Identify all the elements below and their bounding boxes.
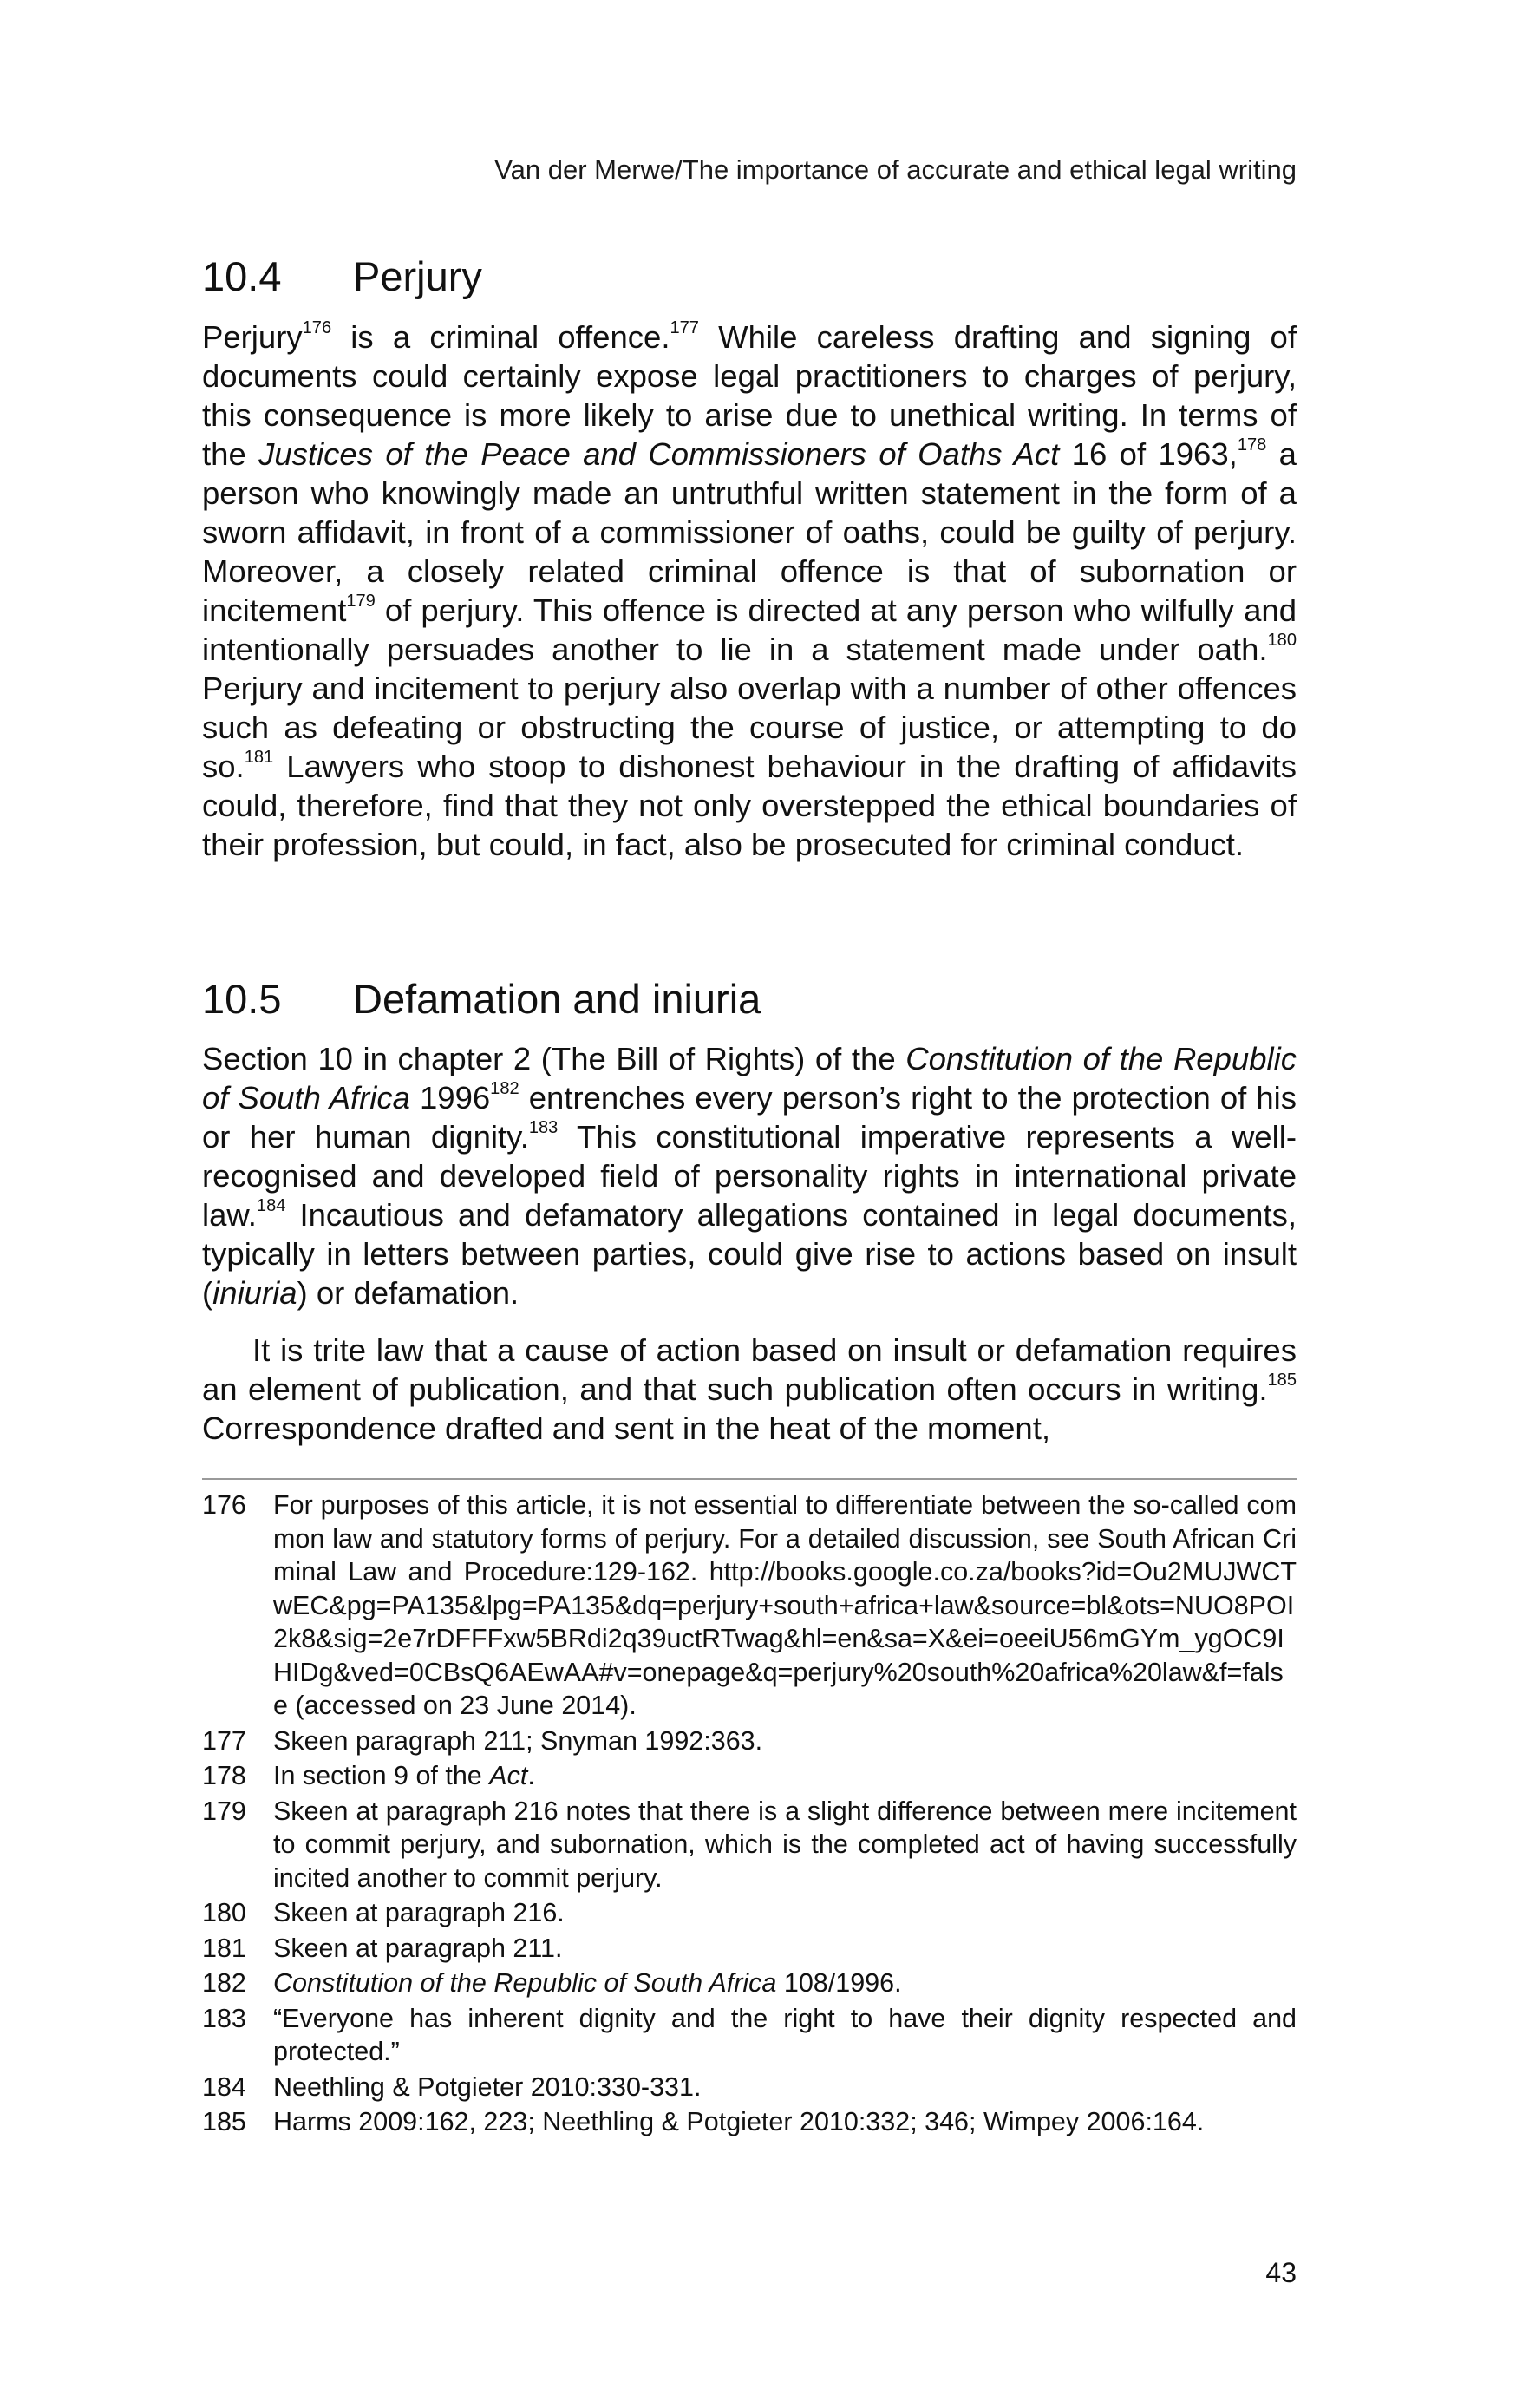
running-head: Van der Merwe/The importance of accurate and ethical legal writing bbox=[494, 154, 1297, 185]
section-title: Perjury bbox=[353, 253, 482, 299]
footnote-number: 177 bbox=[202, 1725, 246, 1756]
footnote-ref-185[interactable]: 185 bbox=[1267, 1370, 1297, 1390]
text-run: While careless drafting and signing of documents could certainly expose legal practitioners to charges of perjury, this consequence is more likely to arise due to unethical writing. In terms of the bbox=[202, 319, 1297, 472]
text-run: Perjury bbox=[202, 319, 303, 355]
latin-term: iniuria bbox=[212, 1275, 297, 1311]
text-run: a person who knowingly made an untruthful written statement in the form of a sworn affidavit, in front of a commissioner of oaths, could be guilty of perjury. Moreover, a closely related criminal offence is that of subornation or incitement bbox=[202, 436, 1297, 628]
footnote-text: For purposes of this article, it is not essential to differentiate between the so-called common law and statutory forms of perjury. For a detailed discussion, see South African Criminal Law and Procedure:129-162. http://books.google.co.za/books?id=Ou2MUJWCTwEC&pg=PA135&lpg=PA135&dq=perjury+south+africa+law&source=bl&ots=NUO8POI2k8&sig=2e7rDFFFxw5BRdi2q39uctRTwag&hl=en&sa=X&ei=oeeiU56mGYm_ygOC9IHIDg&ved=0CBsQ6AEwAA#v=onepage&q=perjury%20south%20africa%20law&f=false (accessed on 23 June 2014). bbox=[273, 1490, 1297, 1720]
footnote-177 bbox=[202, 1724, 1297, 1758]
footnote-ref-177[interactable]: 177 bbox=[670, 317, 699, 337]
act-title: Act bbox=[489, 1761, 528, 1790]
footnote-ref-180[interactable]: 180 bbox=[1267, 630, 1297, 650]
text-run: Correspondence drafted and sent in the heat of the moment, bbox=[202, 1410, 1051, 1446]
footnote-179 bbox=[202, 1795, 1297, 1895]
footnote-185 bbox=[202, 2105, 1297, 2139]
footnote-ref-183[interactable]: 183 bbox=[528, 1117, 559, 1137]
footnote-ref-178[interactable]: 178 bbox=[1237, 435, 1267, 455]
footnote-183 bbox=[202, 2002, 1297, 2069]
footnote-178 bbox=[202, 1759, 1297, 1793]
act-title: Justices of the Peace and Commissioners of Oaths Act bbox=[258, 436, 1060, 472]
footnote-181 bbox=[202, 1932, 1297, 1966]
footnote-text: Neethling & Potgieter 2010:330-331. bbox=[273, 2071, 702, 2102]
text-run: 1996 bbox=[409, 1080, 491, 1116]
section-number: 10.4 bbox=[202, 253, 282, 299]
text-run: Incautious and defamatory allegations contained in legal documents, typically in letters between parties, could give rise to actions based on insult ( bbox=[202, 1197, 1297, 1311]
footnote-number: 185 bbox=[202, 2107, 246, 2136]
document-page bbox=[202, 0, 1297, 2408]
text-run: ) or defamation. bbox=[297, 1275, 519, 1311]
text-run: entrenches every person’s right to the protection of his or her human dignity. bbox=[202, 1080, 1297, 1155]
text-run: . bbox=[527, 1761, 535, 1790]
footnote-text: Skeen at paragraph 211. bbox=[273, 1933, 563, 1963]
footnote-ref-182[interactable]: 182 bbox=[490, 1078, 519, 1098]
footnote-number: 182 bbox=[202, 1968, 246, 1998]
footnote-number: 180 bbox=[202, 1898, 246, 1927]
constitution-title: Constitution of the Republic of South Africa bbox=[202, 1041, 1297, 1116]
section-heading-defamation bbox=[202, 975, 761, 1024]
footnote-text: Harms 2009:162, 223; Neethling & Potgieter 2010:332; 346; Wimpey 2006:164. bbox=[273, 2107, 1205, 2136]
footnote-number: 179 bbox=[202, 1796, 246, 1826]
footnote-ref-181[interactable]: 181 bbox=[244, 747, 274, 767]
footnotes bbox=[202, 1489, 1297, 2141]
section-title: Defamation and iniuria bbox=[353, 976, 761, 1022]
footnote-ref-179[interactable]: 179 bbox=[346, 591, 376, 611]
footnote-176 bbox=[202, 1489, 1297, 1723]
section-number: 10.5 bbox=[202, 976, 282, 1022]
text-run: Perjury and incitement to perjury also overlap with a number of other offences such as defeating or obstructing the course of justice, or attempting to do so. bbox=[202, 671, 1297, 784]
footnote-number: 176 bbox=[202, 1490, 246, 1520]
perjury-paragraph bbox=[202, 317, 1297, 864]
footnote-number: 183 bbox=[202, 2003, 246, 2033]
footnote-number: 184 bbox=[202, 2071, 246, 2102]
footnote-184 bbox=[202, 2071, 1297, 2104]
footnote-text: Skeen at paragraph 216. bbox=[273, 1898, 565, 1927]
constitution-title: Constitution of the Republic of South Africa bbox=[273, 1968, 777, 1998]
text-run: 108/1996. bbox=[776, 1968, 902, 1998]
text-run: This constitutional imperative represents a well-recognised and developed field of personality rights in international private law. bbox=[202, 1119, 1297, 1233]
text-run: In section 9 of the bbox=[273, 1761, 490, 1790]
page-number: 43 bbox=[1265, 2257, 1297, 2288]
footnote-ref-184[interactable]: 184 bbox=[256, 1195, 286, 1215]
section-heading-perjury bbox=[202, 252, 482, 301]
defamation-paragraph-1 bbox=[202, 1039, 1297, 1312]
footnote-divider bbox=[202, 1478, 1297, 1480]
defamation-paragraph-2 bbox=[202, 1331, 1297, 1448]
footnote-ref-176[interactable]: 176 bbox=[302, 317, 332, 337]
footnote-number: 181 bbox=[202, 1933, 246, 1963]
footnote-text: Skeen paragraph 211; Snyman 1992:363. bbox=[273, 1725, 763, 1756]
footnote-number: 178 bbox=[202, 1761, 246, 1790]
text-run: Lawyers who stoop to dishonest behaviour in the drafting of affidavits could, therefore, find that they not only overstepped the ethical boundaries of their profession, but could, in fact, also be prosecuted for criminal conduct. bbox=[202, 749, 1297, 862]
footnote-text: Skeen at paragraph 216 notes that there is a slight difference between mere incitement to commit perjury, and subornation, which is the completed act of having successfully incited another to commit perjury. bbox=[273, 1796, 1297, 1893]
footnote-180 bbox=[202, 1896, 1297, 1930]
footnote-text: “Everyone has inherent dignity and the right to have their dignity respected and protected.” bbox=[273, 2003, 1297, 2066]
text-run: Section 10 in chapter 2 (The Bill of Rights) of the bbox=[202, 1041, 906, 1076]
text-run: It is trite law that a cause of action based on insult or defamation requires an element of publication, and that such publication often occurs in writing. bbox=[202, 1332, 1297, 1407]
footnote-text bbox=[273, 1966, 1297, 2000]
text-run: of perjury. This offence is directed at any person who wilfully and intentionally persuades another to lie in a statement made under oath. bbox=[202, 592, 1297, 667]
text-run: is a criminal offence. bbox=[331, 319, 670, 355]
footnote-182 bbox=[202, 1966, 1297, 2000]
text-run: 16 of 1963, bbox=[1059, 436, 1238, 472]
footnote-text bbox=[273, 1759, 1297, 1793]
